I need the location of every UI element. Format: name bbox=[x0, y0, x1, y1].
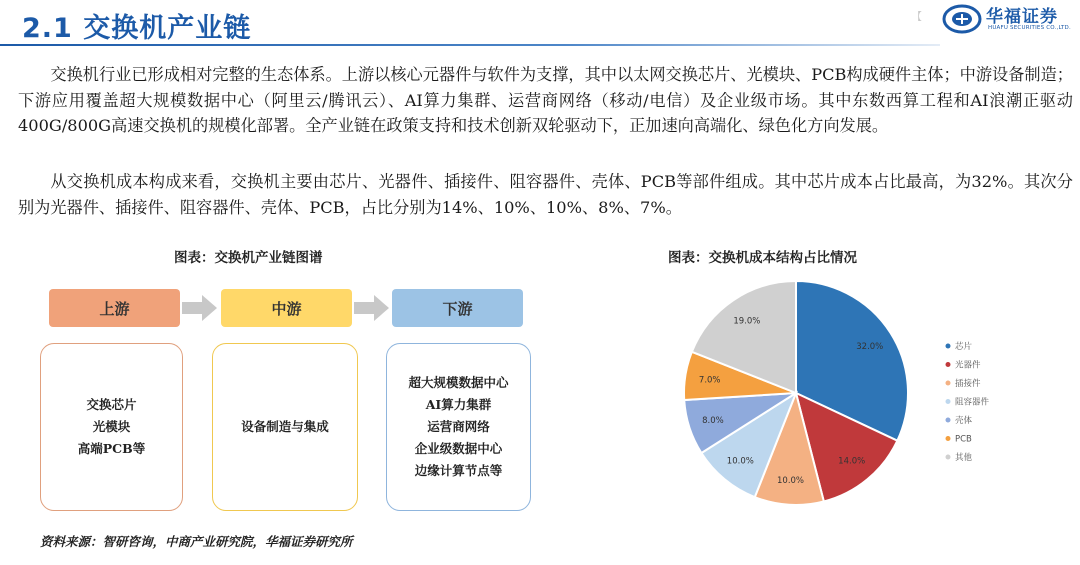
pie-data-label: 10.0% bbox=[777, 476, 805, 487]
legend-marker bbox=[946, 455, 951, 460]
header bbox=[0, 0, 1080, 50]
pie-data-label: 8.0% bbox=[702, 415, 724, 426]
legend-marker bbox=[946, 436, 951, 441]
figure-left-title: 图表：交换机产业链图谱 bbox=[174, 250, 323, 266]
downstream-item: AI算力集群 bbox=[425, 397, 492, 412]
stage-midstream: 中游 bbox=[221, 289, 352, 327]
logo-subtext: HUAFU SECURITIES CO.,LTD. bbox=[988, 25, 1071, 31]
logo-text: 华福证券 bbox=[986, 7, 1058, 27]
figure-right-title: 图表：交换机成本结构占比情况 bbox=[668, 250, 857, 266]
legend-marker bbox=[946, 381, 951, 386]
legend-marker bbox=[946, 399, 951, 404]
legend-label: 壳体 bbox=[955, 416, 973, 426]
pie-data-label: 14.0% bbox=[838, 456, 866, 467]
pie-data-label: 19.0% bbox=[733, 316, 761, 327]
upstream-item: 光模块 bbox=[92, 419, 131, 434]
upstream-box bbox=[40, 343, 183, 511]
legend-marker bbox=[946, 344, 951, 349]
legend-label: PCB bbox=[955, 434, 972, 445]
pie-data-label: 10.0% bbox=[726, 456, 754, 467]
page-title: 2.1 交换机产业链 bbox=[22, 13, 252, 44]
cost-paragraph: 从交换机成本构成来看，交换机主要由芯片、光器件、插接件、阻容器件、壳体、PCB等部件组成。其中芯片成本占比最高，为32%。其次分别为光器件、插接件、阻容器件、壳体、PCB，占比分别为14%、10%、10%、8%、7%。 bbox=[18, 172, 1073, 217]
cost-pie-chart bbox=[660, 270, 1080, 530]
arrow-right-icon bbox=[354, 293, 390, 323]
source-note: 资料来源：智研咨询，中商产业研究院，华福证券研究所 bbox=[40, 534, 353, 549]
downstream-item: 边缘计算节点等 bbox=[414, 463, 503, 478]
legend-marker bbox=[946, 418, 951, 423]
upstream-item: 交换芯片 bbox=[86, 397, 137, 412]
midstream-item: 设备制造与集成 bbox=[241, 419, 329, 434]
legend-label: 芯片 bbox=[955, 342, 973, 352]
arrow-right-icon bbox=[182, 293, 218, 323]
stage-upstream: 上游 bbox=[49, 289, 180, 327]
legend-marker bbox=[946, 362, 951, 367]
downstream-box bbox=[386, 343, 531, 511]
downstream-item: 运营商网络 bbox=[427, 419, 490, 434]
upstream-item: 高端PCB等 bbox=[77, 441, 146, 456]
logo-faint-text: 【 bbox=[912, 12, 922, 23]
pie-data-label: 32.0% bbox=[856, 342, 884, 353]
downstream-item: 超大规模数据中心 bbox=[408, 375, 509, 390]
pie-data-label: 7.0% bbox=[698, 375, 721, 386]
logo bbox=[912, 2, 1072, 38]
legend-label: 阻容器件 bbox=[955, 397, 990, 408]
legend-label: 光器件 bbox=[955, 360, 981, 371]
midstream-box bbox=[212, 343, 358, 511]
logo-mark-icon bbox=[942, 4, 982, 34]
title-underline bbox=[0, 44, 940, 46]
legend-label: 其他 bbox=[955, 453, 973, 463]
downstream-item: 企业级数据中心 bbox=[414, 441, 503, 456]
intro-paragraph: 交换机行业已形成相对完整的生态体系。上游以核心元器件与软件为支撑，其中以太网交换芯片、光模块、PCB构成硬件主体；中游设备制造；下游应用覆盖超大规模数据中心（阿里云/腾讯云）、AI算力集群、运营商网络（移动/电信）及企业级市场。其中东数西算工程和AI浪潮正驱动400G/800G高速交换机的规模化部署。全产业链在政策支持和技术创新双轮驱动下，正加速向高端化、绿色化方向发展。 bbox=[18, 65, 1073, 135]
stage-downstream: 下游 bbox=[392, 289, 523, 327]
legend-label: 插接件 bbox=[955, 379, 981, 389]
